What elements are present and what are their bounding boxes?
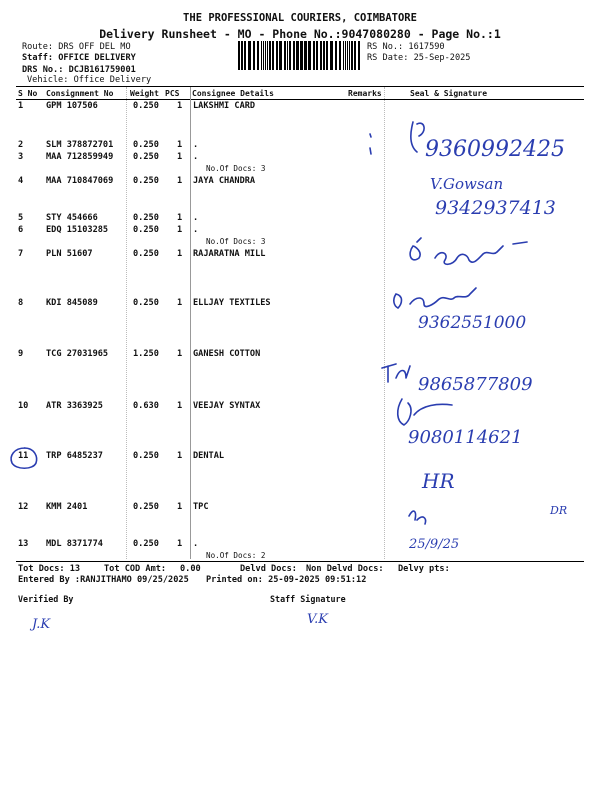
verified-signature-text: J.K <box>32 617 51 632</box>
cell-consignee: DENTAL <box>193 451 225 461</box>
cell-pcs: 1 <box>177 401 183 411</box>
cell-consignee: JAYA CHANDRA <box>193 176 256 186</box>
col-consignee: Consignee Details <box>192 89 274 98</box>
signature-1 <box>405 112 590 167</box>
cell-consignee: RAJARATNA MILL <box>193 249 266 259</box>
signature-3 <box>405 232 555 272</box>
cell-consignment: GPM 107506 <box>46 101 98 111</box>
signature-1-text: 9360992425 <box>425 137 565 162</box>
signature-7 <box>420 462 470 502</box>
cell-sno: 8 <box>18 298 24 308</box>
cell-weight: 0.250 <box>133 451 159 461</box>
rs-date: RS Date: 25-Sep-2025 <box>367 53 471 63</box>
cell-consignee: VEEJAY SYNTAX <box>193 401 261 411</box>
cell-sno: 2 <box>18 140 24 150</box>
cell-weight: 0.250 <box>133 249 159 259</box>
rs-number: RS No.: 1617590 <box>367 42 445 52</box>
staff-signature-text: V.K <box>307 612 328 627</box>
cell-sno: 10 <box>18 401 29 411</box>
cell-pcs: 1 <box>177 451 183 461</box>
remarks-mark <box>360 128 380 158</box>
total-cod-label: Tot COD Amt: <box>104 564 167 574</box>
non-delivered-docs: Non Delvd Docs: <box>306 564 384 574</box>
cell-weight: 0.250 <box>133 539 159 549</box>
cell-sno: 4 <box>18 176 24 186</box>
cell-sno: 3 <box>18 152 24 162</box>
cell-weight: 0.250 <box>133 213 159 223</box>
cell-sno: 13 <box>18 539 29 549</box>
staff-label: Staff: OFFICE DELIVERY <box>22 53 136 63</box>
cell-consignee: TPC <box>193 502 209 512</box>
signature-2 <box>425 170 590 225</box>
cell-sno: 9 <box>18 349 24 359</box>
verified-signature <box>30 610 80 635</box>
col-remarks: Remarks <box>348 89 382 98</box>
cell-weight: 0.250 <box>133 298 159 308</box>
col-pcs: PCS <box>165 89 180 98</box>
total-cod-value: 0.00 <box>180 564 201 574</box>
cell-sno: 6 <box>18 225 24 235</box>
signature-8-date: 25/9/25 <box>409 537 460 552</box>
cell-consignment: TCG 27031965 <box>46 349 109 359</box>
cell-consignment: TRP 6485237 <box>46 451 103 461</box>
cell-pcs: 1 <box>177 502 183 512</box>
cell-sno: 5 <box>18 213 24 223</box>
staff-signature <box>305 605 355 630</box>
cell-weight: 0.250 <box>133 225 159 235</box>
table-row <box>0 451 600 465</box>
signature-5 <box>378 358 558 398</box>
table-bottom-rule <box>16 561 584 562</box>
signature-2-name: V.Gowsan <box>430 175 504 193</box>
signature-7-text: HR <box>422 469 455 493</box>
cell-pcs: 1 <box>177 298 183 308</box>
cell-weight: 0.250 <box>133 101 159 111</box>
cell-consignment: KMM 2401 <box>46 502 88 512</box>
cell-weight: 0.250 <box>133 140 159 150</box>
cell-consignee: GANESH COTTON <box>193 349 261 359</box>
signature-5-phone: 9865877809 <box>418 374 533 395</box>
cell-consignment: EDQ 15103285 <box>46 225 109 235</box>
cell-pcs: 1 <box>177 176 183 186</box>
cell-consignment: MDL 8371774 <box>46 539 103 549</box>
staff-signature-label: Staff Signature <box>270 594 346 604</box>
cell-sno: 12 <box>18 502 29 512</box>
number-of-docs: No.Of Docs: 2 <box>206 551 266 560</box>
barcode <box>238 41 363 70</box>
cell-consignment: KDI 845089 <box>46 298 98 308</box>
cell-pcs: 1 <box>177 225 183 235</box>
signature-6 <box>390 395 560 450</box>
cell-pcs: 1 <box>177 140 183 150</box>
header-top-rule <box>16 86 584 87</box>
cell-sno: 11 <box>18 451 29 461</box>
header-bottom-rule <box>16 99 584 100</box>
col-sno: S No <box>18 89 38 98</box>
cell-consignment: PLN 51607 <box>46 249 93 259</box>
cell-consignee: . <box>193 152 199 162</box>
printed-on: Printed on: 25-09-2025 09:51:12 <box>206 575 367 585</box>
cell-consignee: . <box>193 539 199 549</box>
cell-consignment: MAA 710847069 <box>46 176 114 186</box>
drs-number: DRS No.: DCJB161759001 <box>22 65 136 75</box>
entered-by: Entered By :RANJITHAMO 09/25/2025 <box>18 575 189 585</box>
verified-by-label: Verified By <box>18 594 74 604</box>
circle-mark-row-11 <box>8 445 40 471</box>
cell-pcs: 1 <box>177 249 183 259</box>
signature-4 <box>390 288 570 336</box>
delivery-points: Delvy pts: <box>398 564 450 574</box>
cell-weight: 0.630 <box>133 401 159 411</box>
number-of-docs: No.Of Docs: 3 <box>206 164 266 173</box>
cell-sno: 7 <box>18 249 24 259</box>
route-label: Route: DRS OFF DEL MO <box>22 42 131 52</box>
cell-weight: 1.250 <box>133 349 159 359</box>
cell-pcs: 1 <box>177 152 183 162</box>
cell-consignment: STY 454666 <box>46 213 98 223</box>
cell-pcs: 1 <box>177 213 183 223</box>
cell-weight: 0.250 <box>133 152 159 162</box>
cell-consignee: ELLJAY TEXTILES <box>193 298 271 308</box>
cell-consignment: SLM 378872701 <box>46 140 114 150</box>
company-title: THE PROFESSIONAL COURIERS, COIMBATORE <box>183 12 417 24</box>
col-seal-signature: Seal & Signature <box>410 89 488 98</box>
cell-consignment: ATR 3363925 <box>46 401 103 411</box>
number-of-docs: No.Of Docs: 3 <box>206 237 266 246</box>
vehicle-label: Vehicle: Office Delivery <box>27 75 152 85</box>
col-consignment: Consignment No <box>46 89 114 98</box>
cell-consignee: . <box>193 225 199 235</box>
signature-6-phone: 9080114621 <box>408 427 523 448</box>
runsheet-subtitle: Delivery Runsheet - MO - Phone No.:9047080280 - Page No.:1 <box>99 27 501 41</box>
cell-pcs: 1 <box>177 101 183 111</box>
delivered-docs: Delvd Docs: <box>240 564 297 574</box>
cell-weight: 0.250 <box>133 502 159 512</box>
cell-weight: 0.250 <box>133 176 159 186</box>
cell-pcs: 1 <box>177 349 183 359</box>
cell-consignee: LAKSHMI CARD <box>193 101 256 111</box>
signature-4-phone: 9362551000 <box>418 313 527 333</box>
cell-pcs: 1 <box>177 539 183 549</box>
col-weight: Weight <box>130 89 159 98</box>
cell-consignee: . <box>193 140 199 150</box>
cell-sno: 1 <box>18 101 24 111</box>
signature-2-phone: 9342937413 <box>435 197 556 219</box>
total-docs: Tot Docs: 13 <box>18 564 81 574</box>
cell-consignee: . <box>193 213 199 223</box>
signature-8-mark: DR <box>550 504 568 517</box>
signature-8 <box>405 500 585 555</box>
cell-consignment: MAA 712859949 <box>46 152 114 162</box>
